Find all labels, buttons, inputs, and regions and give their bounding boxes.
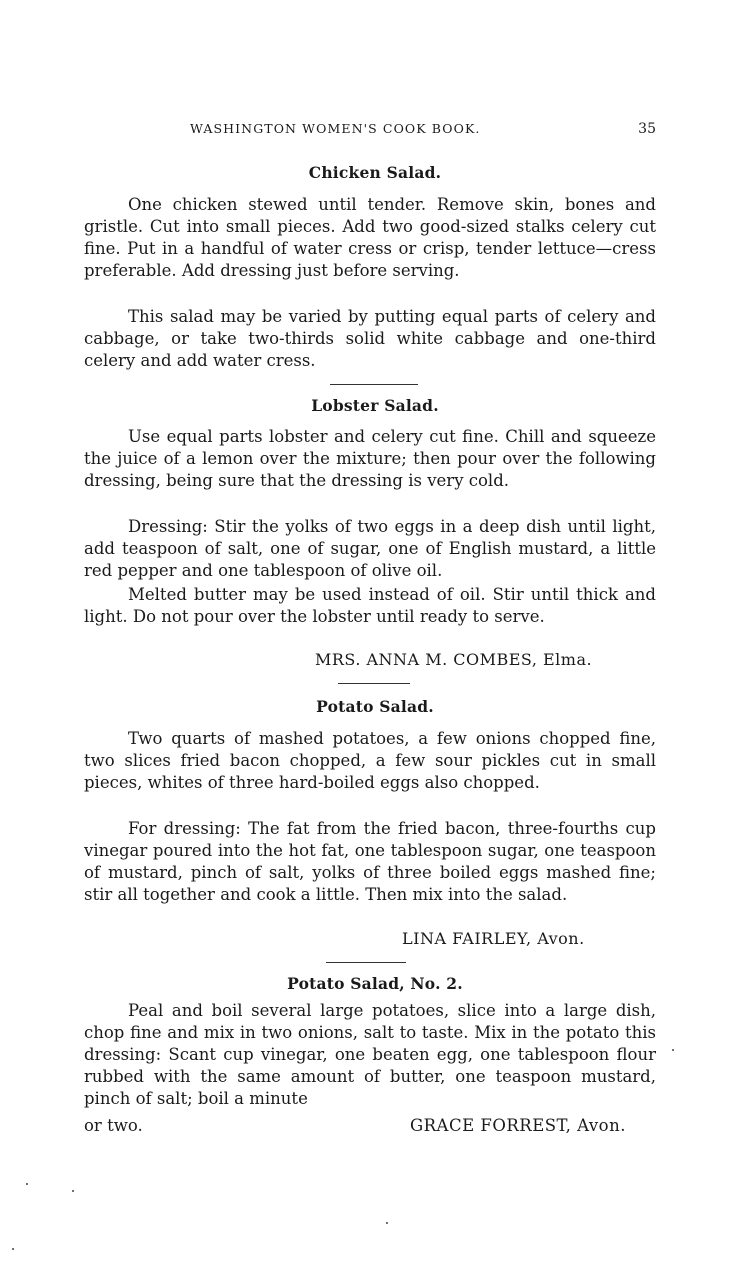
recipe-attribution: GRACE FORREST, Avon. — [409, 1116, 626, 1135]
section-divider — [330, 384, 418, 385]
scan-speck — [672, 1049, 674, 1051]
recipe-title-potato-salad-no-2: Potato Salad, No. 2. — [287, 974, 463, 993]
recipe-paragraph: Use equal parts lobster and celery cut fine. Chill and squeeze the juice of a lemon over the mixture; then pour over the following dressing, being sure that the dressing is very cold. — [84, 427, 656, 490]
scan-speck — [386, 1222, 388, 1224]
recipe-paragraph: Melted butter may be used instead of oil. Stir until thick and light. Do not pour over the lobster until ready to serve. — [84, 585, 656, 626]
scan-speck — [12, 1248, 14, 1250]
recipe-paragraph: This salad may be varied by putting equal parts of celery and cabbage, or take two-thirds solid white cabbage and one-third celery and add water cress. — [84, 307, 656, 370]
scan-speck — [72, 1190, 74, 1192]
recipe-paragraph: For dressing: The fat from the fried bacon, three-fourths cup vinegar poured into the hot fat, one tablespoon sugar, one teaspoon of mustard, pinch of salt, yolks of three boiled eggs mashed fine; stir all together and cook a little. Then mix into the salad. — [84, 819, 656, 904]
recipe-paragraph-end: or two. — [84, 1116, 143, 1135]
recipe-attribution: MRS. ANNA M. COMBES, Elma. — [315, 650, 593, 669]
section-divider — [338, 683, 410, 684]
recipe-title-lobster-salad: Lobster Salad. — [311, 396, 439, 415]
recipe-paragraph: Dressing: Stir the yolks of two eggs in a deep dish until light, add teaspoon of salt, one of sugar, one of English mustard, a little red pepper and one tablespoon of olive oil. — [84, 517, 656, 580]
section-divider — [326, 962, 406, 963]
recipe-paragraph: One chicken stewed until tender. Remove skin, bones and gristle. Cut into small pieces. Add two good-sized stalks celery cut fine. Put in a handful of water cress or crisp, tender lettuce—cress preferable. Add dressing just before serving. — [84, 195, 656, 280]
recipe-title-potato-salad: Potato Salad. — [316, 697, 434, 716]
recipe-paragraph: Two quarts of mashed potatoes, a few onions chopped fine, two slices fried bacon chopped, a few sour pickles cut in small pieces, whites of three hard-boiled eggs also chopped. — [84, 729, 656, 792]
running-title: WASHINGTON WOMEN'S COOK BOOK. — [190, 121, 481, 136]
scan-speck — [26, 1183, 28, 1185]
recipe-title-chicken-salad: Chicken Salad. — [308, 163, 442, 182]
recipe-attribution: LINA FAIRLEY, Avon. — [402, 929, 585, 948]
page-number: 35 — [638, 121, 656, 137]
recipe-paragraph: Peal and boil several large potatoes, slice into a large dish, chop fine and mix in two onions, salt to taste. Mix in the potato this dressing: Scant cup vinegar, one beaten egg, one tablespoon flour rubbed with the same amount of butter, one teaspoon mustard, pinch of salt; boil a minute — [84, 1001, 656, 1108]
